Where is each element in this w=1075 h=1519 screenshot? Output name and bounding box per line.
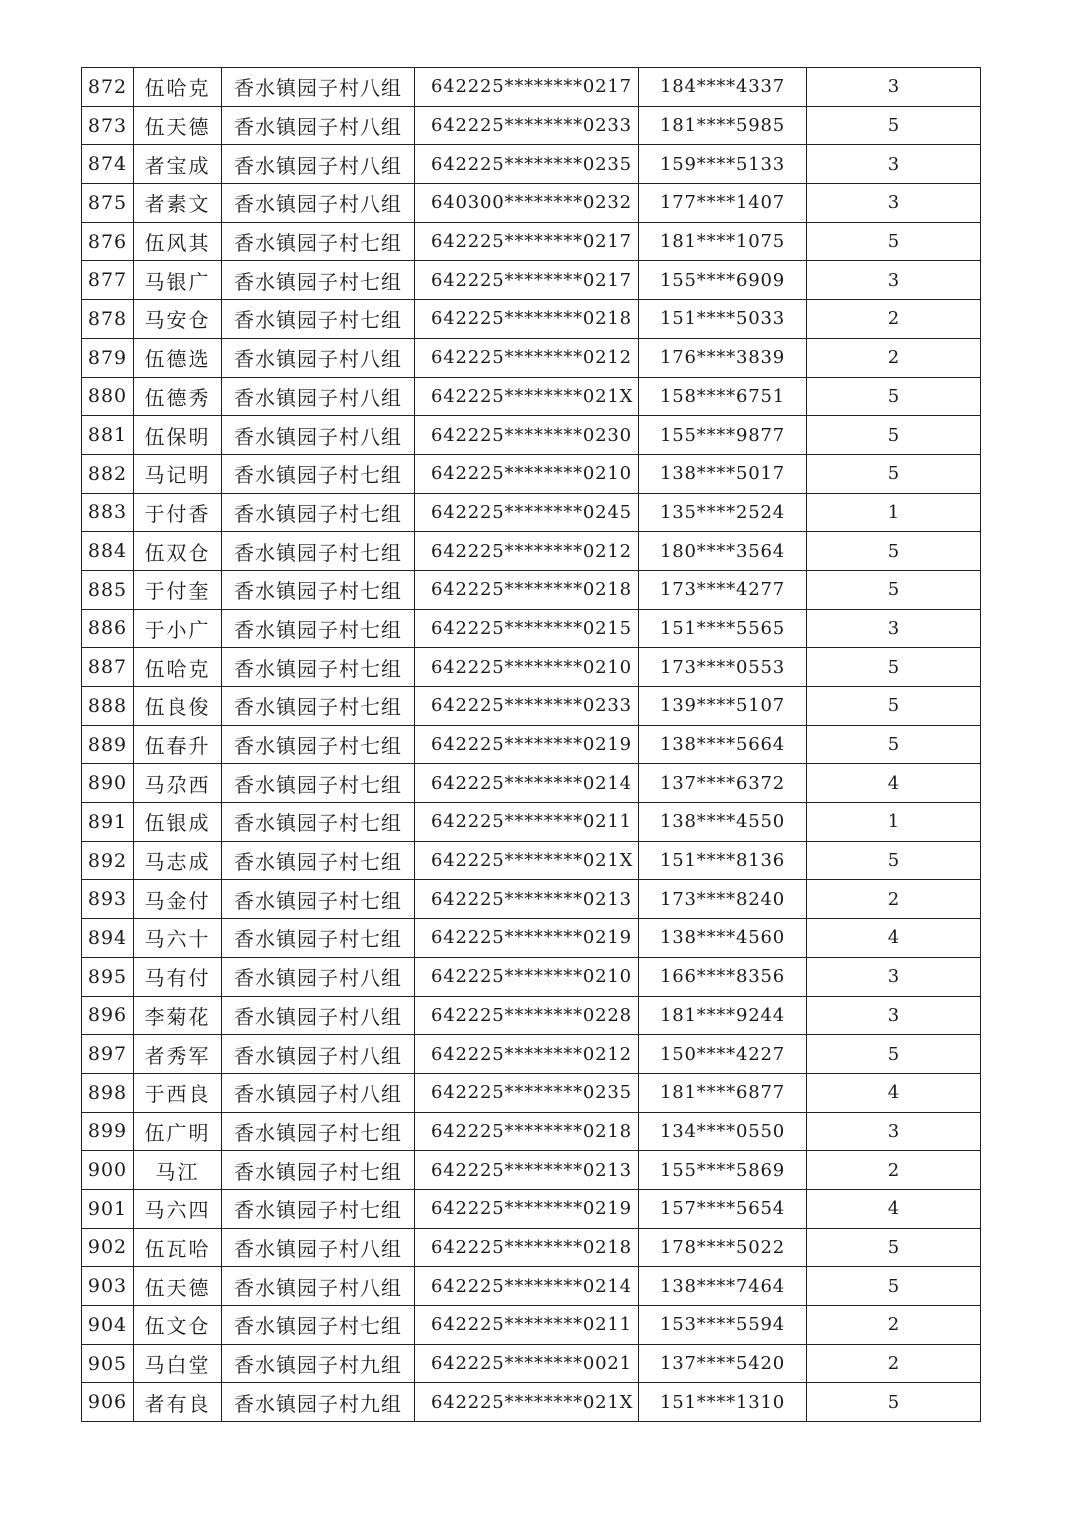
count-cell: 3 xyxy=(807,184,981,223)
phone-cell: 155****5869 xyxy=(639,1151,807,1190)
id-number-cell: 642225********0235 xyxy=(415,145,639,184)
address-cell: 香水镇园子村八组 xyxy=(222,68,415,107)
count-cell: 4 xyxy=(807,1073,981,1112)
name-cell: 伍哈克 xyxy=(134,68,222,107)
table-row xyxy=(82,609,981,648)
name-cell: 伍瓦哈 xyxy=(134,1228,222,1267)
phone-cell: 155****9877 xyxy=(639,416,807,455)
address-cell: 香水镇园子村八组 xyxy=(222,377,415,416)
address-cell: 香水镇园子村八组 xyxy=(222,1035,415,1074)
table-row xyxy=(82,184,981,223)
address-cell: 香水镇园子村七组 xyxy=(222,493,415,532)
count-cell: 5 xyxy=(807,1267,981,1306)
id-number-cell: 642225********0212 xyxy=(415,532,639,571)
count-cell: 5 xyxy=(807,1228,981,1267)
name-cell: 伍双仓 xyxy=(134,532,222,571)
row-number-cell: 873 xyxy=(82,106,134,145)
row-number-cell: 900 xyxy=(82,1151,134,1190)
phone-cell: 157****5654 xyxy=(639,1189,807,1228)
id-number-cell: 642225********0212 xyxy=(415,1035,639,1074)
phone-cell: 138****5017 xyxy=(639,454,807,493)
id-number-cell: 642225********0217 xyxy=(415,68,639,107)
phone-cell: 158****6751 xyxy=(639,377,807,416)
row-number-cell: 887 xyxy=(82,648,134,687)
address-cell: 香水镇园子村八组 xyxy=(222,106,415,145)
table-row xyxy=(82,68,981,107)
phone-cell: 138****7464 xyxy=(639,1267,807,1306)
table-row xyxy=(82,532,981,571)
id-number-cell: 642225********0217 xyxy=(415,261,639,300)
address-cell: 香水镇园子村七组 xyxy=(222,919,415,958)
row-number-cell: 893 xyxy=(82,880,134,919)
phone-cell: 138****4560 xyxy=(639,919,807,958)
count-cell: 3 xyxy=(807,261,981,300)
name-cell: 李菊花 xyxy=(134,996,222,1035)
name-cell: 于西良 xyxy=(134,1073,222,1112)
table-row xyxy=(82,996,981,1035)
count-cell: 3 xyxy=(807,68,981,107)
id-number-cell: 642225********0215 xyxy=(415,609,639,648)
row-number-cell: 891 xyxy=(82,803,134,842)
address-cell: 香水镇园子村八组 xyxy=(222,996,415,1035)
table-row xyxy=(82,1228,981,1267)
name-cell: 伍德选 xyxy=(134,338,222,377)
address-cell: 香水镇园子村七组 xyxy=(222,841,415,880)
phone-cell: 181****6877 xyxy=(639,1073,807,1112)
name-cell: 者素文 xyxy=(134,184,222,223)
phone-cell: 173****0553 xyxy=(639,648,807,687)
address-cell: 香水镇园子村八组 xyxy=(222,338,415,377)
table-row xyxy=(82,648,981,687)
count-cell: 5 xyxy=(807,106,981,145)
id-number-cell: 642225********0214 xyxy=(415,1267,639,1306)
table-row xyxy=(82,1267,981,1306)
table-row xyxy=(82,919,981,958)
table-row xyxy=(82,841,981,880)
name-cell: 马有付 xyxy=(134,957,222,996)
row-number-cell: 877 xyxy=(82,261,134,300)
name-cell: 马安仓 xyxy=(134,300,222,339)
name-cell: 者宝成 xyxy=(134,145,222,184)
table-row xyxy=(82,106,981,145)
phone-cell: 137****6372 xyxy=(639,764,807,803)
id-number-cell: 642225********0210 xyxy=(415,957,639,996)
name-cell: 马六十 xyxy=(134,919,222,958)
table-row xyxy=(82,222,981,261)
count-cell: 1 xyxy=(807,493,981,532)
phone-cell: 150****4227 xyxy=(639,1035,807,1074)
address-cell: 香水镇园子村七组 xyxy=(222,764,415,803)
row-number-cell: 876 xyxy=(82,222,134,261)
count-cell: 2 xyxy=(807,880,981,919)
count-cell: 5 xyxy=(807,648,981,687)
name-cell: 伍保明 xyxy=(134,416,222,455)
row-number-cell: 901 xyxy=(82,1189,134,1228)
table-body xyxy=(82,68,981,1422)
id-number-cell: 642225********0219 xyxy=(415,1189,639,1228)
id-number-cell: 640300********0232 xyxy=(415,184,639,223)
name-cell: 伍良俊 xyxy=(134,687,222,726)
name-cell: 伍天德 xyxy=(134,106,222,145)
name-cell: 伍春升 xyxy=(134,725,222,764)
address-cell: 香水镇园子村七组 xyxy=(222,261,415,300)
name-cell: 伍德秀 xyxy=(134,377,222,416)
count-cell: 5 xyxy=(807,725,981,764)
row-number-cell: 881 xyxy=(82,416,134,455)
address-cell: 香水镇园子村七组 xyxy=(222,454,415,493)
row-number-cell: 888 xyxy=(82,687,134,726)
row-number-cell: 892 xyxy=(82,841,134,880)
id-number-cell: 642225********0213 xyxy=(415,880,639,919)
count-cell: 5 xyxy=(807,454,981,493)
row-number-cell: 886 xyxy=(82,609,134,648)
count-cell: 4 xyxy=(807,1189,981,1228)
address-cell: 香水镇园子村八组 xyxy=(222,145,415,184)
name-cell: 马六四 xyxy=(134,1189,222,1228)
id-number-cell: 642225********0235 xyxy=(415,1073,639,1112)
id-number-cell: 642225********0213 xyxy=(415,1151,639,1190)
table-row xyxy=(82,1151,981,1190)
address-cell: 香水镇园子村七组 xyxy=(222,687,415,726)
row-number-cell: 878 xyxy=(82,300,134,339)
id-number-cell: 642225********0219 xyxy=(415,725,639,764)
row-number-cell: 880 xyxy=(82,377,134,416)
row-number-cell: 903 xyxy=(82,1267,134,1306)
count-cell: 5 xyxy=(807,416,981,455)
phone-cell: 181****5985 xyxy=(639,106,807,145)
table-row xyxy=(82,1189,981,1228)
table-row xyxy=(82,570,981,609)
name-cell: 马记明 xyxy=(134,454,222,493)
table-row xyxy=(82,1035,981,1074)
phone-cell: 153****5594 xyxy=(639,1306,807,1345)
address-cell: 香水镇园子村七组 xyxy=(222,1112,415,1151)
row-number-cell: 906 xyxy=(82,1383,134,1422)
table-row xyxy=(82,377,981,416)
address-cell: 香水镇园子村七组 xyxy=(222,532,415,571)
row-number-cell: 872 xyxy=(82,68,134,107)
phone-cell: 151****8136 xyxy=(639,841,807,880)
id-number-cell: 642225********021X xyxy=(415,377,639,416)
name-cell: 于小广 xyxy=(134,609,222,648)
address-cell: 香水镇园子村七组 xyxy=(222,1189,415,1228)
row-number-cell: 902 xyxy=(82,1228,134,1267)
table-row xyxy=(82,764,981,803)
id-number-cell: 642225********0210 xyxy=(415,648,639,687)
address-cell: 香水镇园子村八组 xyxy=(222,1228,415,1267)
row-number-cell: 875 xyxy=(82,184,134,223)
id-number-cell: 642225********0219 xyxy=(415,919,639,958)
id-number-cell: 642225********0228 xyxy=(415,996,639,1035)
count-cell: 5 xyxy=(807,687,981,726)
phone-cell: 135****2524 xyxy=(639,493,807,532)
address-cell: 香水镇园子村八组 xyxy=(222,1267,415,1306)
name-cell: 马金付 xyxy=(134,880,222,919)
address-cell: 香水镇园子村八组 xyxy=(222,957,415,996)
address-cell: 香水镇园子村七组 xyxy=(222,725,415,764)
phone-cell: 134****0550 xyxy=(639,1112,807,1151)
id-number-cell: 642225********0218 xyxy=(415,300,639,339)
address-cell: 香水镇园子村七组 xyxy=(222,803,415,842)
count-cell: 2 xyxy=(807,338,981,377)
phone-cell: 155****6909 xyxy=(639,261,807,300)
phone-cell: 138****4550 xyxy=(639,803,807,842)
table-row xyxy=(82,1306,981,1345)
name-cell: 于付奎 xyxy=(134,570,222,609)
name-cell: 伍文仓 xyxy=(134,1306,222,1345)
row-number-cell: 889 xyxy=(82,725,134,764)
table-row xyxy=(82,687,981,726)
count-cell: 2 xyxy=(807,300,981,339)
name-cell: 者秀军 xyxy=(134,1035,222,1074)
household-table xyxy=(81,67,981,1422)
name-cell: 伍哈克 xyxy=(134,648,222,687)
row-number-cell: 884 xyxy=(82,532,134,571)
count-cell: 5 xyxy=(807,377,981,416)
row-number-cell: 890 xyxy=(82,764,134,803)
id-number-cell: 642225********0210 xyxy=(415,454,639,493)
count-cell: 3 xyxy=(807,996,981,1035)
row-number-cell: 896 xyxy=(82,996,134,1035)
row-number-cell: 904 xyxy=(82,1306,134,1345)
phone-cell: 173****8240 xyxy=(639,880,807,919)
table-row xyxy=(82,803,981,842)
address-cell: 香水镇园子村七组 xyxy=(222,1151,415,1190)
name-cell: 马尕西 xyxy=(134,764,222,803)
phone-cell: 181****1075 xyxy=(639,222,807,261)
table-row xyxy=(82,145,981,184)
phone-cell: 184****4337 xyxy=(639,68,807,107)
name-cell: 伍风其 xyxy=(134,222,222,261)
count-cell: 2 xyxy=(807,1151,981,1190)
name-cell: 者有良 xyxy=(134,1383,222,1422)
address-cell: 香水镇园子村七组 xyxy=(222,222,415,261)
phone-cell: 173****4277 xyxy=(639,570,807,609)
phone-cell: 159****5133 xyxy=(639,145,807,184)
id-number-cell: 642225********0021 xyxy=(415,1344,639,1383)
name-cell: 马志成 xyxy=(134,841,222,880)
id-number-cell: 642225********0218 xyxy=(415,1228,639,1267)
address-cell: 香水镇园子村七组 xyxy=(222,609,415,648)
phone-cell: 178****5022 xyxy=(639,1228,807,1267)
address-cell: 香水镇园子村八组 xyxy=(222,184,415,223)
address-cell: 香水镇园子村七组 xyxy=(222,300,415,339)
count-cell: 5 xyxy=(807,841,981,880)
id-number-cell: 642225********0233 xyxy=(415,687,639,726)
count-cell: 5 xyxy=(807,532,981,571)
row-number-cell: 905 xyxy=(82,1344,134,1383)
row-number-cell: 883 xyxy=(82,493,134,532)
id-number-cell: 642225********0233 xyxy=(415,106,639,145)
phone-cell: 177****1407 xyxy=(639,184,807,223)
count-cell: 1 xyxy=(807,803,981,842)
id-number-cell: 642225********021X xyxy=(415,1383,639,1422)
count-cell: 3 xyxy=(807,609,981,648)
id-number-cell: 642225********0211 xyxy=(415,803,639,842)
address-cell: 香水镇园子村七组 xyxy=(222,648,415,687)
address-cell: 香水镇园子村七组 xyxy=(222,1306,415,1345)
count-cell: 5 xyxy=(807,222,981,261)
row-number-cell: 894 xyxy=(82,919,134,958)
address-cell: 香水镇园子村九组 xyxy=(222,1344,415,1383)
row-number-cell: 874 xyxy=(82,145,134,184)
address-cell: 香水镇园子村七组 xyxy=(222,570,415,609)
id-number-cell: 642225********0211 xyxy=(415,1306,639,1345)
table-row xyxy=(82,416,981,455)
table-row xyxy=(82,300,981,339)
phone-cell: 138****5664 xyxy=(639,725,807,764)
name-cell: 马银广 xyxy=(134,261,222,300)
table-row xyxy=(82,493,981,532)
table-row xyxy=(82,338,981,377)
id-number-cell: 642225********0230 xyxy=(415,416,639,455)
count-cell: 3 xyxy=(807,1112,981,1151)
count-cell: 2 xyxy=(807,1306,981,1345)
name-cell: 马白堂 xyxy=(134,1344,222,1383)
id-number-cell: 642225********0214 xyxy=(415,764,639,803)
id-number-cell: 642225********021X xyxy=(415,841,639,880)
id-number-cell: 642225********0218 xyxy=(415,570,639,609)
table-row xyxy=(82,880,981,919)
name-cell: 伍银成 xyxy=(134,803,222,842)
count-cell: 5 xyxy=(807,1383,981,1422)
phone-cell: 151****1310 xyxy=(639,1383,807,1422)
phone-cell: 151****5565 xyxy=(639,609,807,648)
address-cell: 香水镇园子村七组 xyxy=(222,880,415,919)
phone-cell: 181****9244 xyxy=(639,996,807,1035)
count-cell: 2 xyxy=(807,1344,981,1383)
address-cell: 香水镇园子村八组 xyxy=(222,416,415,455)
table-row xyxy=(82,725,981,764)
row-number-cell: 895 xyxy=(82,957,134,996)
count-cell: 4 xyxy=(807,764,981,803)
phone-cell: 139****5107 xyxy=(639,687,807,726)
address-cell: 香水镇园子村八组 xyxy=(222,1073,415,1112)
phone-cell: 166****8356 xyxy=(639,957,807,996)
name-cell: 伍广明 xyxy=(134,1112,222,1151)
phone-cell: 176****3839 xyxy=(639,338,807,377)
name-cell: 伍天德 xyxy=(134,1267,222,1306)
row-number-cell: 899 xyxy=(82,1112,134,1151)
phone-cell: 137****5420 xyxy=(639,1344,807,1383)
count-cell: 3 xyxy=(807,145,981,184)
count-cell: 3 xyxy=(807,957,981,996)
id-number-cell: 642225********0212 xyxy=(415,338,639,377)
id-number-cell: 642225********0218 xyxy=(415,1112,639,1151)
table-row xyxy=(82,454,981,493)
table-row xyxy=(82,1383,981,1422)
table-row xyxy=(82,261,981,300)
count-cell: 5 xyxy=(807,1035,981,1074)
phone-cell: 151****5033 xyxy=(639,300,807,339)
name-cell: 马江 xyxy=(134,1151,222,1190)
row-number-cell: 882 xyxy=(82,454,134,493)
id-number-cell: 642225********0245 xyxy=(415,493,639,532)
table-row xyxy=(82,957,981,996)
phone-cell: 180****3564 xyxy=(639,532,807,571)
table-row xyxy=(82,1112,981,1151)
table-row xyxy=(82,1344,981,1383)
row-number-cell: 885 xyxy=(82,570,134,609)
name-cell: 于付香 xyxy=(134,493,222,532)
address-cell: 香水镇园子村九组 xyxy=(222,1383,415,1422)
row-number-cell: 879 xyxy=(82,338,134,377)
row-number-cell: 898 xyxy=(82,1073,134,1112)
count-cell: 4 xyxy=(807,919,981,958)
row-number-cell: 897 xyxy=(82,1035,134,1074)
count-cell: 5 xyxy=(807,570,981,609)
table-row xyxy=(82,1073,981,1112)
id-number-cell: 642225********0217 xyxy=(415,222,639,261)
